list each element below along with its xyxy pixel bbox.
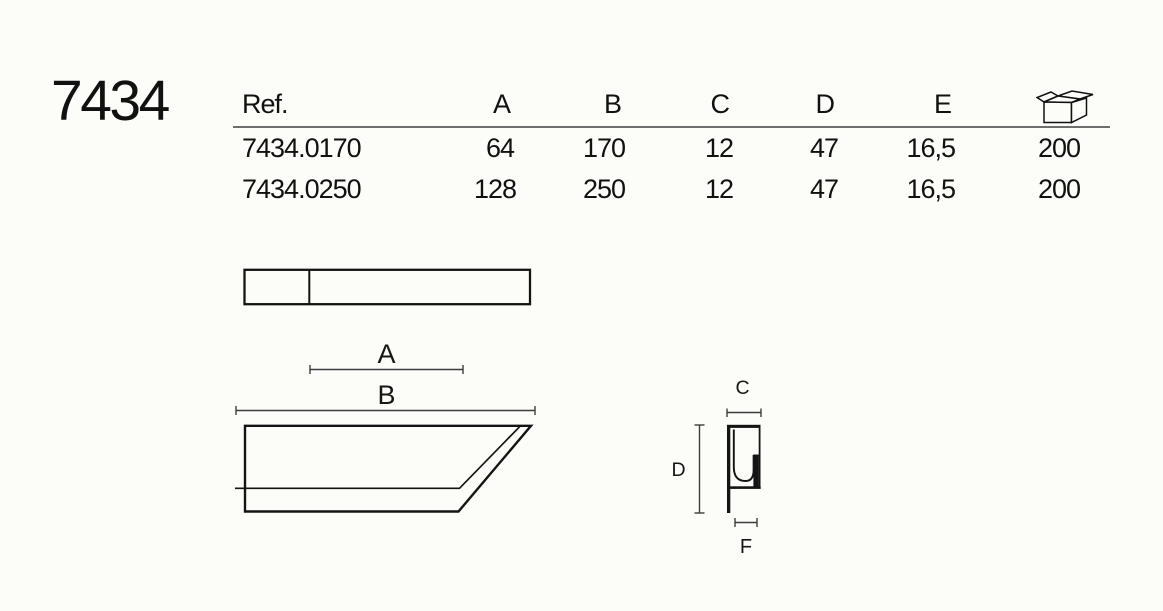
header-dim-a: A	[474, 80, 514, 127]
top-view-drawing	[245, 270, 531, 304]
product-code: 7434	[51, 69, 168, 133]
cell-d: 47	[809, 174, 838, 204]
side-view-drawing	[671, 377, 761, 558]
front-view-drawing	[235, 339, 535, 512]
cell-a: 128	[474, 174, 517, 204]
cell-b: 170	[582, 133, 625, 163]
dimension-f	[735, 518, 757, 527]
cell-qty: 200	[1037, 133, 1080, 163]
header-ref: Ref.	[233, 80, 474, 127]
dim-label-f: F	[739, 536, 753, 558]
dimension-d	[695, 425, 705, 513]
header-dim-d: D	[733, 80, 838, 127]
front-inner-edge	[235, 426, 521, 489]
cell-c: 12	[704, 133, 733, 163]
cell-c: 12	[704, 174, 733, 204]
cell-b: 250	[582, 174, 625, 204]
cell-qty: 200	[1037, 174, 1080, 204]
dim-label-d: D	[671, 459, 686, 481]
cell-d: 47	[809, 133, 838, 163]
cell-ref: 7434.0250	[242, 174, 361, 204]
side-profile	[727, 425, 761, 513]
header-dim-c: C	[625, 80, 733, 127]
cell-e: 16,5	[906, 133, 955, 163]
cell-e: 16,5	[906, 174, 955, 204]
dim-label-b: B	[377, 380, 396, 410]
header-dim-b: B	[514, 80, 625, 127]
front-outline	[245, 426, 531, 512]
cell-ref: 7434.0170	[242, 133, 361, 163]
dim-label-c: C	[735, 377, 750, 399]
cell-a: 64	[485, 133, 514, 163]
dim-label-a: A	[377, 339, 396, 369]
dimension-c	[727, 409, 761, 418]
header-dim-e: E	[838, 80, 955, 127]
